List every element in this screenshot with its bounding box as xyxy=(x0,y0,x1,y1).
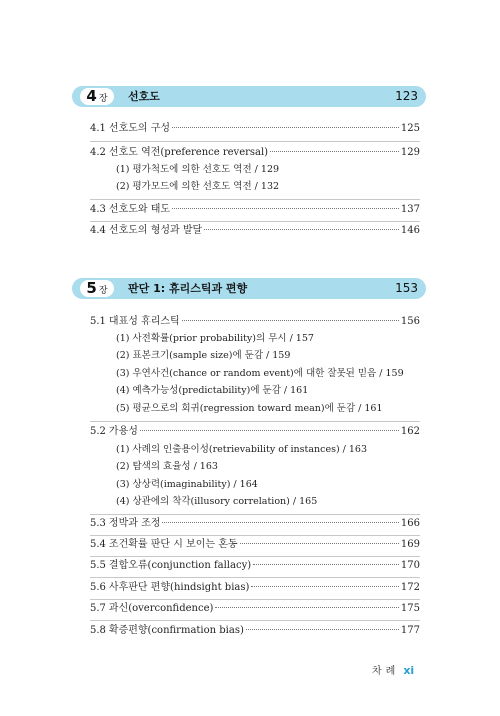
dot-leader xyxy=(140,430,399,431)
entry-page: 156 xyxy=(400,316,420,327)
entry-number: 5.1 xyxy=(90,316,106,327)
toc-entry[interactable] xyxy=(90,601,420,617)
chapter-title: 선호도 xyxy=(128,90,160,103)
toc-entry[interactable] xyxy=(90,623,420,639)
toc-subentry[interactable]: (3) 우연사건(chance or random event)에 대한 잘못된 믿음 / 159 xyxy=(116,368,404,379)
entry-page: 170 xyxy=(400,560,420,571)
entry-page: 162 xyxy=(400,426,420,437)
entry-title: 사후판단 편향(hindsight bias) xyxy=(108,582,250,593)
dot-leader xyxy=(253,564,399,565)
entry-title: 선호도의 구성 xyxy=(108,123,171,134)
toc-entry[interactable] xyxy=(90,516,420,532)
chapter-header xyxy=(72,86,426,107)
page-footer xyxy=(372,663,414,680)
entry-page: 137 xyxy=(400,204,420,215)
divider xyxy=(90,141,420,142)
chapter-unit: 장 xyxy=(98,286,108,296)
entry-title: 조건확률 판단 시 보이는 혼동 xyxy=(108,539,238,550)
toc-subentry[interactable]: (2) 탐색의 효율성 / 163 xyxy=(116,461,218,472)
chapter-number: 4 xyxy=(86,87,97,105)
chapter-title: 판단 1: 휴리스틱과 편향 xyxy=(128,282,248,295)
entry-number: 5.6 xyxy=(90,582,106,593)
toc-subentry[interactable]: (1) 사례의 인출용이성(retrievability of instances) / 163 xyxy=(116,444,368,455)
entry-number: 5.4 xyxy=(90,539,106,550)
entry-title: 확증편향(confirmation bias) xyxy=(108,625,244,636)
toc-entry[interactable] xyxy=(90,202,420,218)
chapter-number-badge xyxy=(80,280,114,297)
entry-title: 가용성 xyxy=(108,426,138,437)
toc-entry[interactable] xyxy=(90,537,420,553)
dot-leader xyxy=(270,151,399,152)
chapter-page: 153 xyxy=(395,281,418,295)
dot-leader xyxy=(182,320,399,321)
footer-page-number: xi xyxy=(403,664,415,677)
toc-subentry[interactable]: (3) 상상력(imaginability) / 164 xyxy=(116,479,258,490)
entry-title: 선호도의 형성과 발달 xyxy=(108,225,203,236)
toc-entry[interactable] xyxy=(90,558,420,574)
toc-entry[interactable] xyxy=(90,424,420,440)
footer-label: 차례 xyxy=(372,666,400,677)
entry-page: 175 xyxy=(400,603,420,614)
dot-leader xyxy=(162,522,399,523)
toc-entry[interactable] xyxy=(90,121,420,137)
dot-leader xyxy=(204,229,399,230)
entry-page: 172 xyxy=(400,582,420,593)
toc-entry[interactable] xyxy=(90,223,420,239)
divider xyxy=(90,535,420,536)
chapter-page: 123 xyxy=(395,89,418,103)
chapter-number: 5 xyxy=(86,279,97,297)
entry-number: 5.2 xyxy=(90,426,106,437)
divider xyxy=(90,421,420,422)
entry-number: 5.8 xyxy=(90,625,106,636)
entry-page: 129 xyxy=(400,147,420,158)
entry-page: 177 xyxy=(400,625,420,636)
toc-subentry[interactable]: (2) 표본크기(sample size)에 둔감 / 159 xyxy=(116,350,291,361)
entry-title: 과신(overconfidence) xyxy=(108,603,214,614)
entry-title: 대표성 휴리스틱 xyxy=(108,316,180,327)
divider xyxy=(90,514,420,515)
entry-number: 4.4 xyxy=(90,225,106,236)
dot-leader xyxy=(172,208,399,209)
chapter-header xyxy=(72,278,426,299)
divider xyxy=(90,577,420,578)
toc-subentry[interactable]: (1) 평가척도에 의한 선호도 역전 / 129 xyxy=(116,164,280,175)
entry-title: 선호도 역전(preference reversal) xyxy=(108,147,269,158)
entry-number: 4.3 xyxy=(90,204,106,215)
entry-page: 166 xyxy=(400,518,420,529)
dot-leader xyxy=(215,607,398,608)
entry-number: 4.1 xyxy=(90,123,106,134)
toc-subentry[interactable]: (4) 상관에의 착각(illusory correlation) / 165 xyxy=(116,496,318,507)
dot-leader xyxy=(172,127,399,128)
toc-subentry[interactable]: (1) 사전확률(prior probability)의 무시 / 157 xyxy=(116,333,314,344)
entry-title: 정박과 조정 xyxy=(108,518,161,529)
toc-entry[interactable] xyxy=(90,145,420,161)
entry-number: 5.3 xyxy=(90,518,106,529)
entry-page: 125 xyxy=(400,123,420,134)
entry-title: 선호도와 태도 xyxy=(108,204,171,215)
toc-subentry[interactable]: (2) 평가모드에 의한 선호도 역전 / 132 xyxy=(116,181,280,192)
toc-entry[interactable] xyxy=(90,314,420,330)
toc-entry[interactable] xyxy=(90,580,420,596)
divider xyxy=(90,599,420,600)
dot-leader xyxy=(246,629,399,630)
chapter-unit: 장 xyxy=(98,94,108,104)
entry-number: 4.2 xyxy=(90,147,106,158)
divider xyxy=(90,620,420,621)
divider xyxy=(90,221,420,222)
toc-subentry[interactable]: (5) 평균으로의 회귀(regression toward mean)에 둔감 / 161 xyxy=(116,403,383,414)
entry-title: 결합오류(conjunction fallacy) xyxy=(108,560,252,571)
chapter-number-badge xyxy=(80,88,114,105)
entry-page: 169 xyxy=(400,539,420,550)
entry-number: 5.5 xyxy=(90,560,106,571)
entry-page: 146 xyxy=(400,225,420,236)
dot-leader xyxy=(251,586,399,587)
divider xyxy=(90,556,420,557)
toc-subentry[interactable]: (4) 예측가능성(predictability)에 둔감 / 161 xyxy=(116,385,309,396)
dot-leader xyxy=(240,543,399,544)
entry-number: 5.7 xyxy=(90,603,106,614)
divider xyxy=(90,199,420,200)
